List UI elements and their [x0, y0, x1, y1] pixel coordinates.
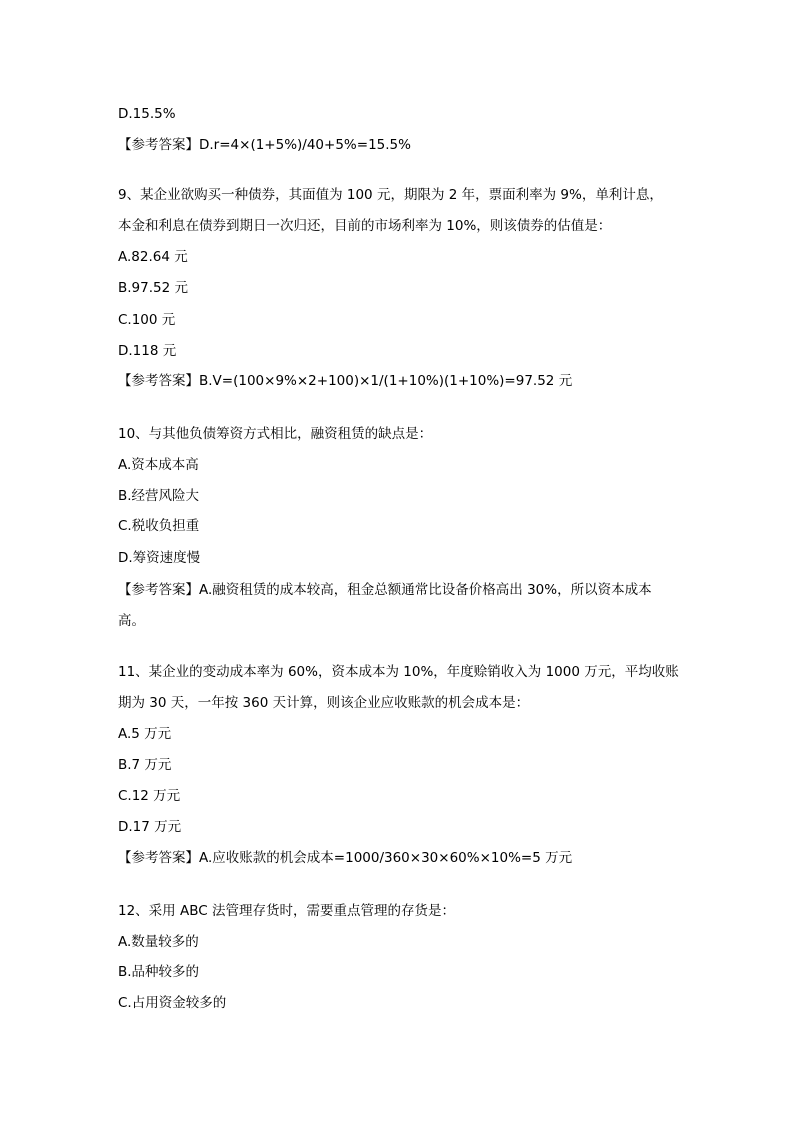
q10-option-a: A.资本成本高 — [118, 457, 199, 473]
q9-option-c: C.100 元 — [118, 312, 176, 328]
q10-answer-line1: 【参考答案】A.融资租赁的成本较高，租金总额通常比设备价格高出 30%，所以资本成本 — [118, 582, 652, 598]
q11-option-d: D.17 万元 — [118, 819, 182, 835]
q12-stem: 12、采用 ABC 法管理存货时，需要重点管理的存货是： — [118, 903, 455, 919]
q12-option-b: B.品种较多的 — [118, 964, 200, 980]
q11-stem-line1: 11、某企业的变动成本率为 60%，资本成本为 10%，年度赊销收入为 1000 万元，平均收账 — [118, 664, 679, 680]
q9-stem-line2: 本金和利息在债券到期日一次归还，目前的市场利率为 10%，则该债券的估值是： — [118, 218, 612, 234]
q11-answer: 【参考答案】A.应收账款的机会成本=1000/360×30×60%×10%=5 万元 — [118, 850, 573, 866]
q9-option-d: D.118 元 — [118, 343, 177, 359]
q11-option-b: B.7 万元 — [118, 757, 172, 773]
q11-option-a: A.5 万元 — [118, 726, 172, 742]
q9-answer: 【参考答案】B.V=(100×9%×2+100)×1/(1+10%)(1+10%)=97.52 元 — [118, 373, 573, 389]
q8-option-d: D.15.5% — [118, 106, 176, 122]
q8-answer: 【参考答案】D.r=4×(1+5%)/40+5%=15.5% — [118, 137, 411, 153]
q9-stem-line1: 9、某企业欲购买一种债券，其面值为 100 元，期限为 2 年，票面利率为 9%，单利计息， — [118, 187, 663, 203]
q10-option-b: B.经营风险大 — [118, 488, 200, 504]
q10-stem: 10、与其他负债筹资方式相比，融资租赁的缺点是： — [118, 426, 433, 442]
q10-option-c: C.税收负担重 — [118, 518, 200, 534]
q11-stem-line2: 期为 30 天，一年按 360 天计算，则该企业应收账款的机会成本是： — [118, 695, 530, 711]
q12-option-a: A.数量较多的 — [118, 934, 199, 950]
q11-option-c: C.12 万元 — [118, 788, 181, 804]
q9-option-b: B.97.52 元 — [118, 280, 188, 296]
q12-option-c: C.占用资金较多的 — [118, 995, 227, 1011]
q10-answer-line2: 高。 — [118, 613, 145, 629]
q10-option-d: D.筹资速度慢 — [118, 550, 201, 566]
q9-option-a: A.82.64 元 — [118, 249, 188, 265]
